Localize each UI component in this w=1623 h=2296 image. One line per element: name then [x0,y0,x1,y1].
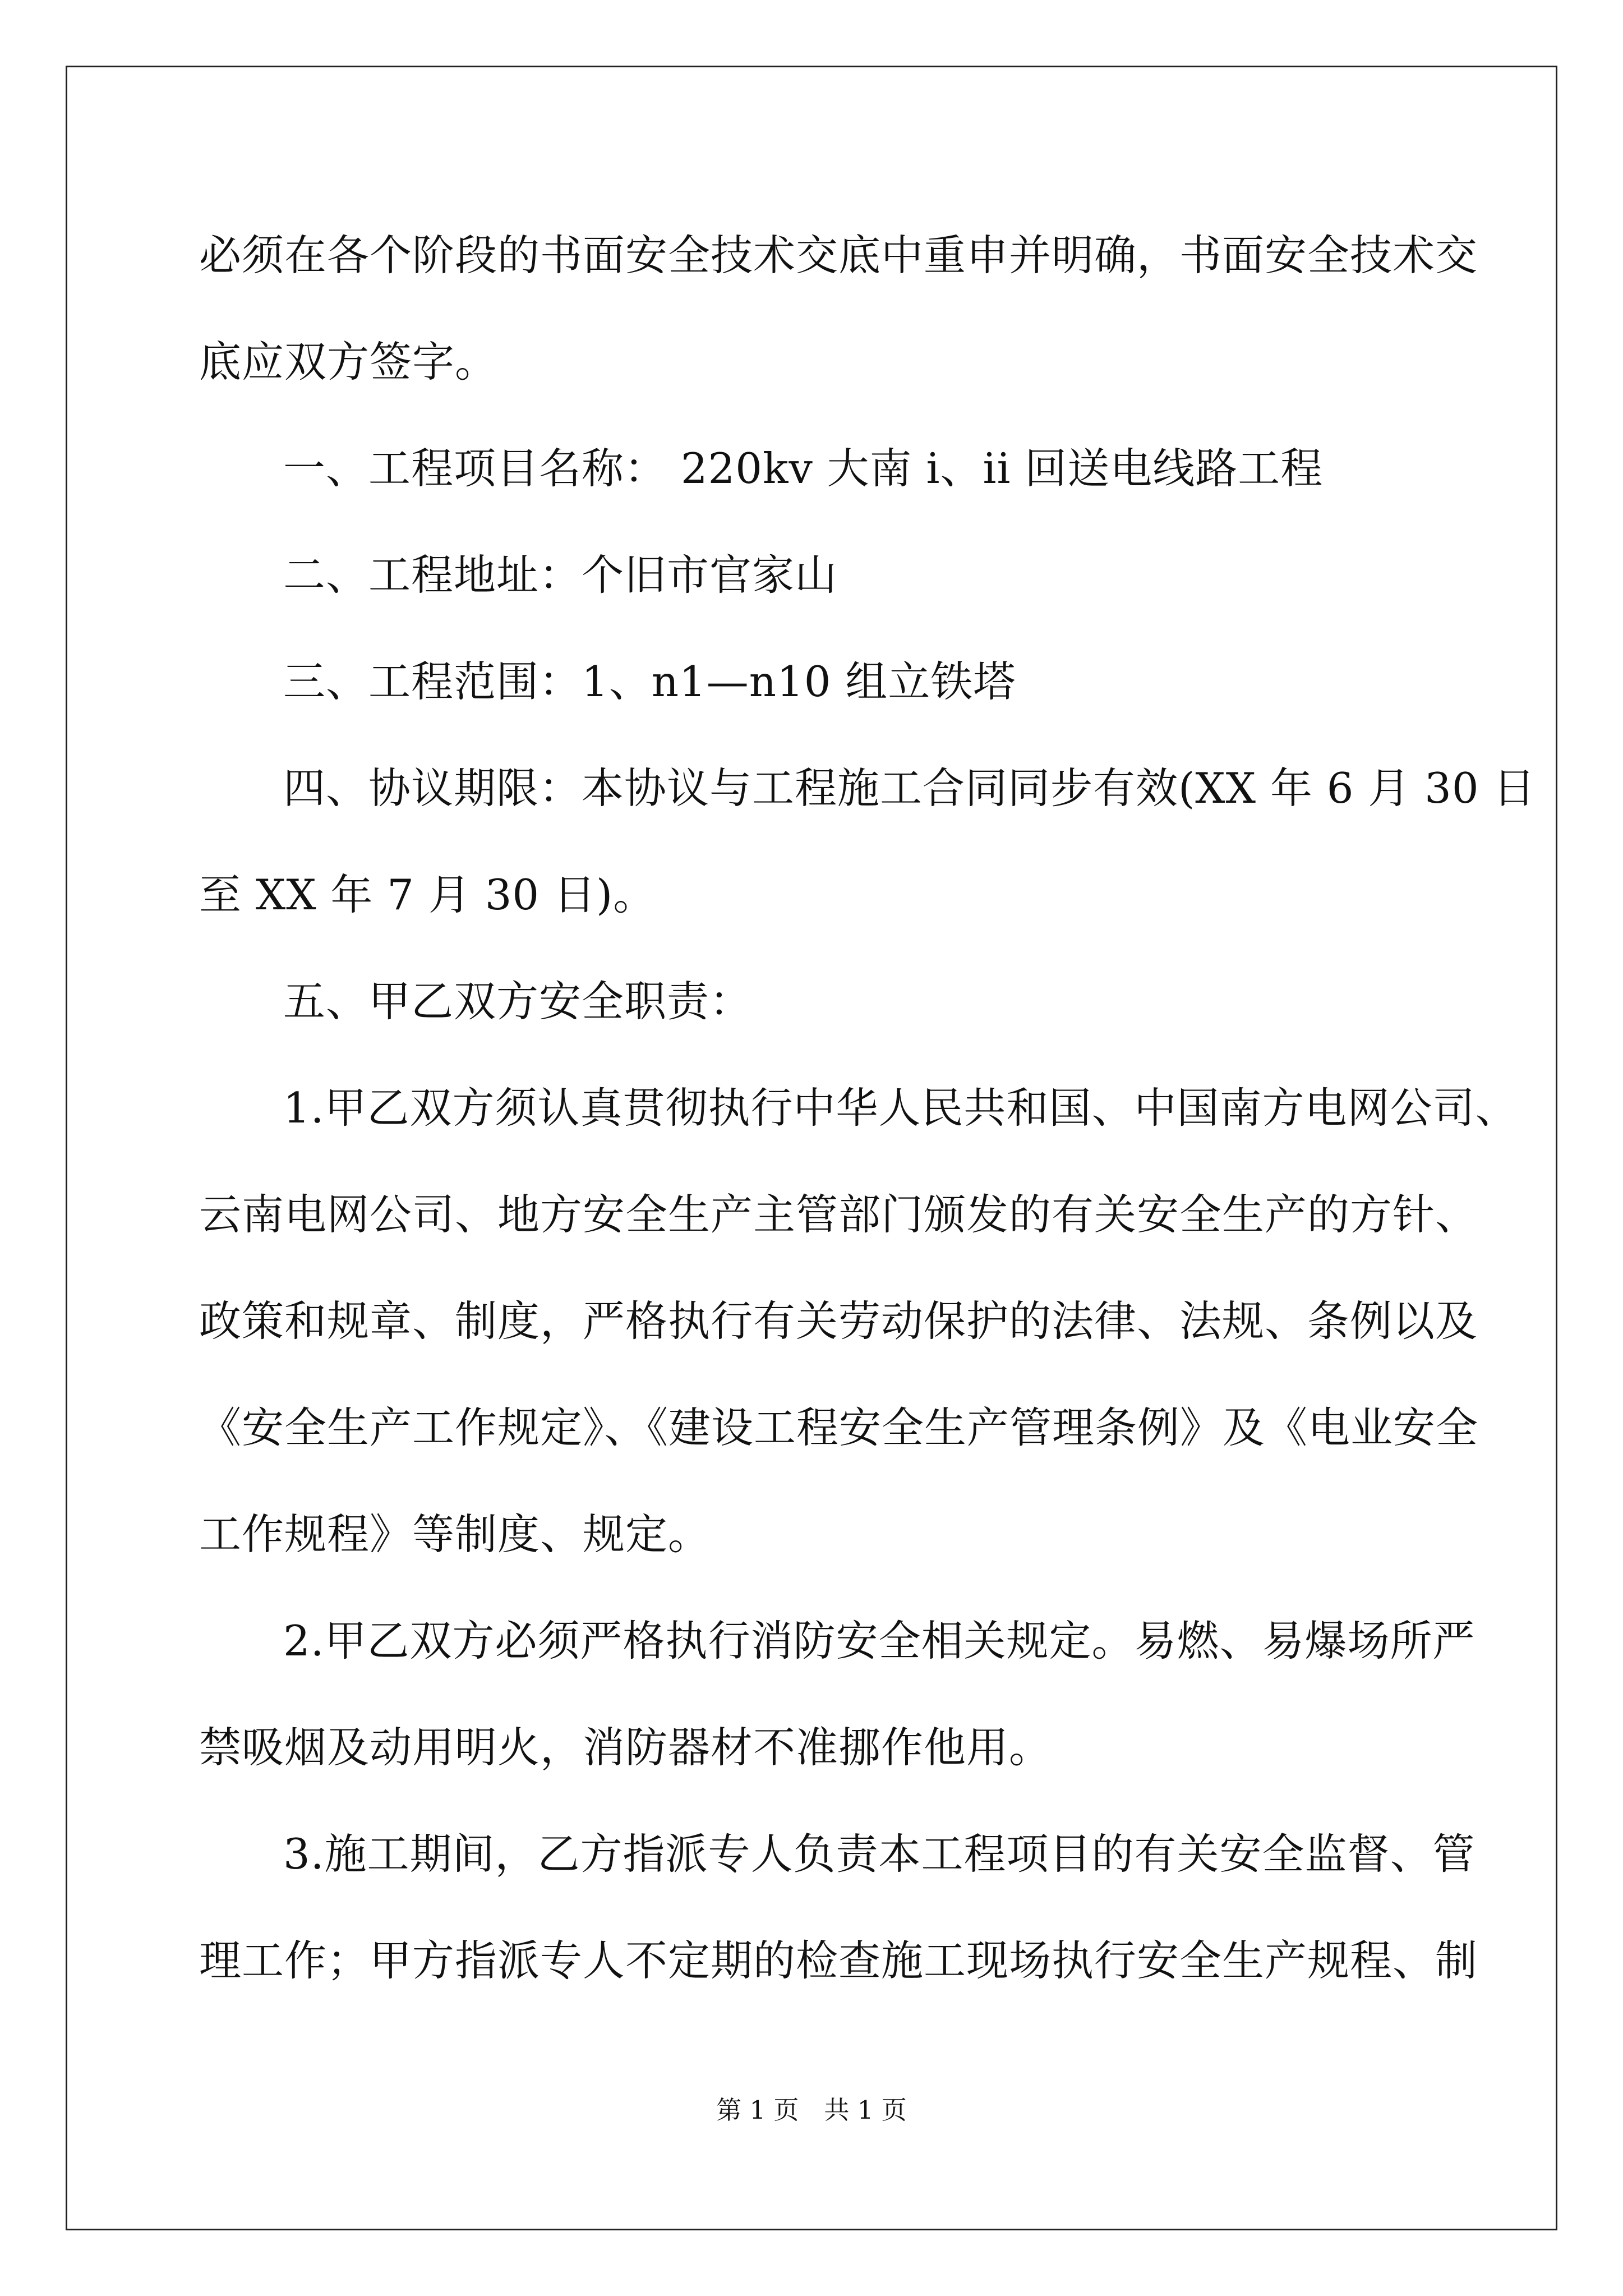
text-line-16: 3.施工期间，乙方指派专人负责本工程项目的有关安全监督、管 [283,1829,1476,1879]
text-line-12: 《安全生产工作规定》、《建设工程安全生产管理条例》及《电业安全 [199,1403,1479,1452]
text-line-3: 一、工程项目名称： 220kv 大南 i、ii 回送电线路工程 [283,444,1324,493]
text-line-11: 政策和规章、制度，严格执行有关劳动保护的法律、法规、条例以及 [199,1296,1478,1346]
text-line-4: 二、工程地址：个旧市官家山 [283,550,838,600]
text-line-13: 工作规程》等制度、规定。 [199,1510,711,1559]
text-line-17: 理工作；甲方指派专人不定期的检查施工现场执行安全生产规程、制 [199,1936,1478,1985]
text-line-8: 五、甲乙双方安全职责： [283,977,753,1026]
text-line-2: 底应双方签字。 [199,337,498,386]
text-line-1: 必须在各个阶段的书面安全技术交底中重申并明确，书面安全技术交 [199,231,1478,280]
text-line-15: 禁吸烟及动用明火，消防器材不准挪作他用。 [199,1723,1052,1772]
document-body [199,202,1536,2014]
text-line-7: 至 XX 年 7 月 30 日)。 [199,870,656,919]
page-footer: 第 1 页 共 1 页 [716,2095,907,2125]
text-line-10: 云南电网公司、地方安全生产主管部门颁发的有关安全生产的方针、 [199,1190,1478,1239]
text-line-6: 四、协议期限：本协议与工程施工合同同步有效(XX 年 6 月 30 日 [283,763,1536,813]
text-line-9: 1.甲乙双方须认真贯彻执行中华人民共和国、中国南方电网公司、 [283,1083,1518,1133]
text-line-14: 2.甲乙双方必须严格执行消防安全相关规定。易燃、易爆场所严 [283,1616,1476,1665]
text-line-5: 三、工程范围：1、n1—n10 组立铁塔 [283,657,1016,706]
